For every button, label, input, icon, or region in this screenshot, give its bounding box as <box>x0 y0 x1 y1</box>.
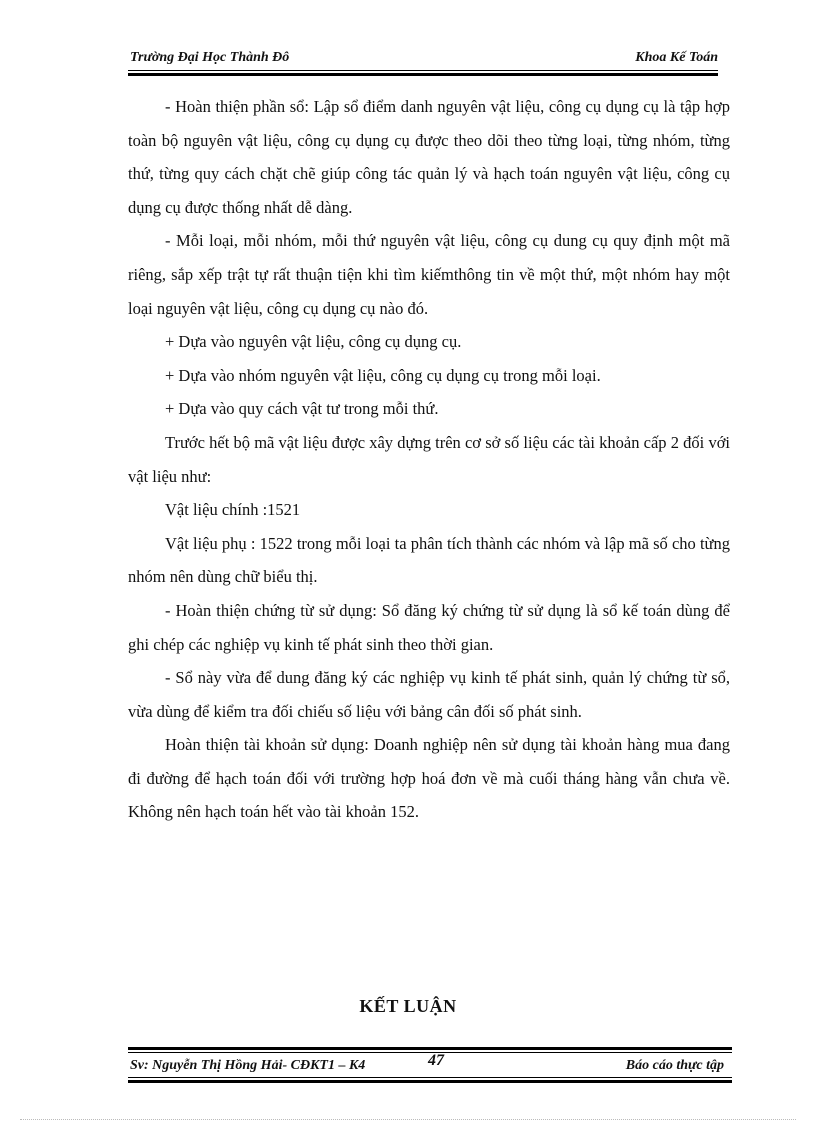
paragraph-vat-lieu-chinh: Vật liệu chính :1521 <box>165 500 301 520</box>
conclusion-heading: KẾT LUẬN <box>359 996 457 1016</box>
paragraph-tai-khoan: Hoàn thiện tài khoản sử dụng: Doanh nghiệp nên sử dụng tài khoản hàng mua đang đi đường để hạch toán đối với trường hợp hoá đơn về mà cuối tháng hàng vẫn chưa về. Không nên hạch toán hết vào tài khoản 152. <box>128 735 730 822</box>
header-department: Khoa Kế Toán <box>635 50 718 65</box>
page-header <box>128 50 718 72</box>
page-footer <box>128 1052 728 1078</box>
list-item-nguyen-vat-lieu: + Dựa vào nguyên vật liệu, công cụ dụng cụ. <box>165 332 462 352</box>
paragraph-vat-lieu-phu: Vật liệu phụ : 1522 trong mỗi loại ta phân tích thành các nhóm và lập mã số cho từng nhóm nên dùng chữ biểu thị. <box>128 533 730 587</box>
footer-rule-thick-top <box>128 1047 732 1050</box>
page-number: 47 <box>428 1052 444 1069</box>
paragraph-so-diem-danh: - Hoàn thiện phần sổ: Lập sổ điểm danh nguyên vật liệu, công cụ dụng cụ là tập hợp toàn bộ nguyên vật liệu, công cụ dụng cụ được theo dõi theo từng loại, từng nhóm, từng thứ, từng quy cách chặt chẽ giúp công tác quản lý và hạch toán nguyên vật liệu, công cụ dụng cụ được thống nhất dễ dàng. <box>128 97 730 217</box>
paragraph-bo-ma: Trước hết bộ mã vật liệu được xây dựng trên cơ sở số liệu các tài khoản cấp 2 đối với vật liệu như: <box>128 432 730 486</box>
page-edge-dotted-line <box>20 1119 796 1120</box>
paragraph-chung-tu: - Hoàn thiện chứng từ sử dụng: Sổ đăng ký chứng từ sử dụng là sổ kế toán dùng để ghi chép các nghiệp vụ kinh tế phát sinh theo thời gian. <box>128 600 730 654</box>
paragraph-so-nay: - Sổ này vừa để dung đăng ký các nghiệp vụ kinh tế phát sinh, quản lý chứng từ sổ, vừa dùng để kiểm tra đối chiếu số liệu với bảng cân đối số phát sinh. <box>128 668 730 721</box>
list-item-nhom: + Dựa vào nhóm nguyên vật liệu, công cụ dụng cụ trong mỗi loại. <box>165 365 601 385</box>
body-text <box>128 90 730 829</box>
header-rule-thin <box>128 70 718 71</box>
footer-student: Sv: Nguyễn Thị Hồng Hải- CĐKT1 – K4 <box>130 1058 366 1073</box>
list-item-quy-cach: + Dựa vào quy cách vật tư trong mỗi thứ. <box>165 399 439 419</box>
header-rule-thick <box>128 73 718 76</box>
footer-rule-thick-bottom <box>128 1080 732 1083</box>
footer-report-type: Báo cáo thực tập <box>625 1058 724 1073</box>
header-school-name: Trường Đại Học Thành Đô <box>130 50 290 65</box>
footer-rule-thin-bottom <box>128 1077 732 1078</box>
paragraph-ma-rieng: - Mỗi loại, mỗi nhóm, mỗi thứ nguyên vật liệu, công cụ dung cụ quy định một mã riêng, sắp xếp trật tự rất thuận tiện khi tìm kiếmthông tin về một thứ, một nhóm hay một loại nguyên vật liệu, công cụ dụng cụ nào đó. <box>128 231 730 318</box>
